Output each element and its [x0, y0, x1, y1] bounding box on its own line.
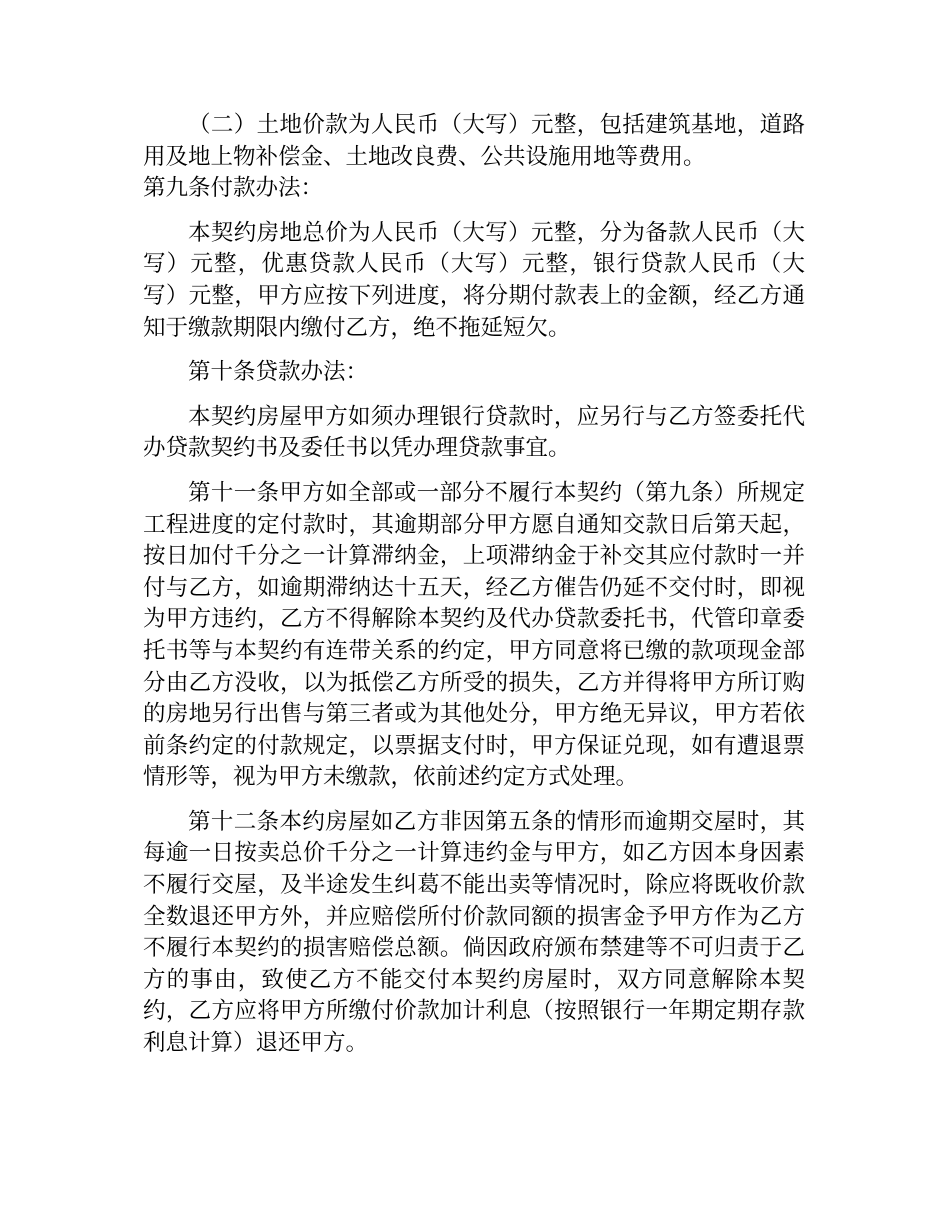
- paragraph-land-price: （二）土地价款为人民币（大写）元整，包括建筑基地，道路用及地上物补偿金、土地改良费、公共设施用地等费用。: [143, 112, 805, 170]
- paragraph-gap: [143, 205, 805, 218]
- paragraph-article-12: 第十二条本约房屋如乙方非因第五条的情形而逾期交屋时，其每逾一日按卖总价千分之一计算违约金与甲方，如乙方因本身因素不履行交屋，及半途发生纠葛不能出卖等情况时，除应将既收价款全数退还甲方外，并应赔偿所付价款同额的损害金予甲方作为乙方不履行本契约的损害赔偿总额。倘因政府颁布禁建等不可归责于乙方的事由，致使乙方不能交付本契约房屋时，双方同意解除本契约，乙方应将甲方所缴付价款加计利息（按照银行一年期定期存款利息计算）退还甲方。: [143, 808, 805, 1057]
- paragraph-article-11: 第十一条甲方如全部或一部分不履行本契约（第九条）所规定工程进度的定付款时，其逾期部分甲方愿自通知交款日后第天起，按日加付千分之一计算滞纳金，上项滞纳金于补交其应付款时一并付与乙方，如逾期滞纳达十五天，经乙方催告仍延不交付时，即视为甲方违约，乙方不得解除本契约及代办贷款委托书，代管印章委托书等与本契约有连带关系的约定，甲方同意将已缴的款项现金部分由乙方没收，以为抵偿乙方所受的损失，乙方并得将甲方所订购的房地另行出售与第三者或为其他处分，甲方绝无异议，甲方若依前条约定的付款规定，以票据支付时，甲方保证兑现，如有遭退票情形等，视为甲方未缴款，依前述约定方式处理。: [143, 479, 805, 791]
- paragraph-gap: [143, 344, 805, 357]
- paragraph-gap: [143, 465, 805, 478]
- paragraph-gap: [143, 389, 805, 402]
- document-page: [143, 110, 805, 1060]
- paragraph-article-10-body: 本契约房屋甲方如须办理银行贷款时，应另行与乙方签委托代办贷款契约书及委任书以凭办理贷款事宜。: [143, 403, 805, 462]
- article-9-heading: 第九条付款办法：: [143, 175, 324, 202]
- article-10-heading: 第十条贷款办法：: [188, 359, 369, 386]
- paragraph-gap: [143, 794, 805, 807]
- paragraph-article-9-body: 本契约房地总价为人民币（大写）元整，分为备款人民币（大写）元整，优惠贷款人民币（大写）元整，银行贷款人民币（大写）元整，甲方应按下列进度，将分期付款表上的金额，经乙方通知于缴款期限内缴付乙方，绝不拖延短欠。: [143, 219, 805, 341]
